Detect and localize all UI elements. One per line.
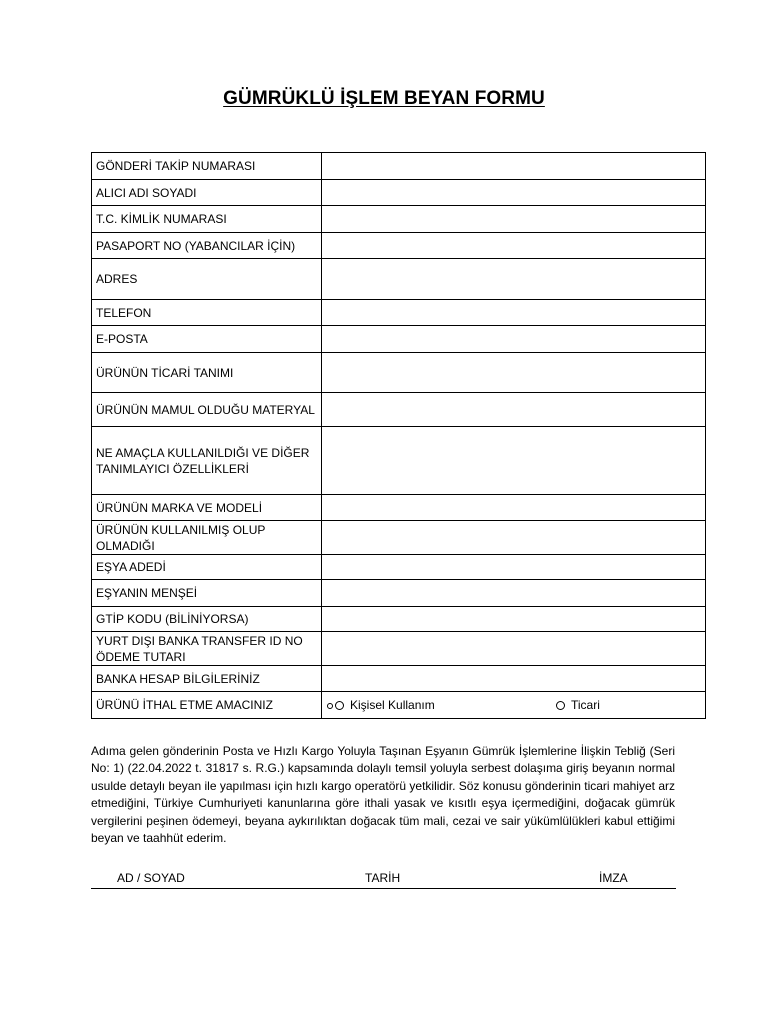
table-row	[92, 632, 706, 666]
row-label-email: E-POSTA	[92, 326, 322, 353]
signature-line	[91, 869, 676, 889]
table-row	[92, 326, 706, 353]
table-row	[92, 206, 706, 233]
bank-transfer-field[interactable]	[322, 632, 706, 666]
radio-personal-use[interactable]	[327, 697, 435, 713]
passport-field[interactable]	[322, 233, 706, 259]
table-row	[92, 580, 706, 607]
brand-model-field[interactable]	[322, 495, 706, 521]
table-row	[92, 393, 706, 427]
commercial-description-field[interactable]	[322, 353, 706, 393]
signature-label: İMZA	[599, 871, 628, 885]
form-title: GÜMRÜKLÜ İŞLEM BEYAN FORMU	[223, 88, 545, 109]
row-label-bank-transfer: YURT DIŞI BANKA TRANSFER ID NO ÖDEME TUTARI	[92, 632, 322, 666]
bank-account-field[interactable]	[322, 666, 706, 692]
address-field[interactable]	[322, 259, 706, 300]
radio-circle-icon	[335, 701, 344, 710]
row-label-import-purpose: ÜRÜNÜ İTHAL ETME AMACINIZ	[92, 692, 322, 719]
table-row	[92, 555, 706, 580]
row-label-purpose-features: NE AMAÇLA KULLANILDIĞI VE DİĞER TANIMLAYICI ÖZELLİKLERİ	[92, 427, 322, 495]
table-row	[92, 666, 706, 692]
purpose-features-field[interactable]	[322, 427, 706, 495]
table-row	[92, 427, 706, 495]
table-row	[92, 607, 706, 632]
gtip-code-field[interactable]	[322, 607, 706, 632]
table-row	[92, 692, 706, 719]
row-label-recipient-name: ALICI ADI SOYADI	[92, 180, 322, 206]
row-label-origin: EŞYANIN MENŞEİ	[92, 580, 322, 607]
table-row	[92, 180, 706, 206]
radio-commercial-label: Ticari	[571, 698, 600, 712]
table-row	[92, 353, 706, 393]
table-row	[92, 153, 706, 180]
import-purpose-options	[322, 692, 706, 719]
name-surname-label: AD / SOYAD	[117, 871, 185, 885]
row-label-brand-model: ÜRÜNÜN MARKA VE MODELİ	[92, 495, 322, 521]
table-row	[92, 233, 706, 259]
row-label-passport: PASAPORT NO (YABANCILAR İÇİN)	[92, 233, 322, 259]
row-label-phone: TELEFON	[92, 300, 322, 326]
row-label-used-status: ÜRÜNÜN KULLANILMIŞ OLUP OLMADIĞI	[92, 521, 322, 555]
table-row	[92, 300, 706, 326]
row-label-bank-account: BANKA HESAP BİLGİLERİNİZ	[92, 666, 322, 692]
radio-marker-icon	[327, 703, 333, 709]
row-label-material: ÜRÜNÜN MAMUL OLDUĞU MATERYAL	[92, 393, 322, 427]
radio-commercial[interactable]	[556, 697, 600, 713]
radio-personal-use-label: Kişisel Kullanım	[350, 698, 435, 712]
row-label-item-count: EŞYA ADEDİ	[92, 555, 322, 580]
material-field[interactable]	[322, 393, 706, 427]
date-label: TARİH	[365, 871, 401, 885]
phone-field[interactable]	[322, 300, 706, 326]
row-label-tracking-number: GÖNDERİ TAKİP NUMARASI	[92, 153, 322, 180]
email-field[interactable]	[322, 326, 706, 353]
used-status-field[interactable]	[322, 521, 706, 555]
tracking-number-field[interactable]	[322, 153, 706, 180]
declaration-text: Adıma gelen gönderinin Posta ve Hızlı Kargo Yoluyla Taşınan Eşyanın Gümrük İşlemlerine İlişkin Tebliğ (Seri No: 1) (22.04.2022 t. 31817 s. R.G.) kapsamında dolaylı temsil yoluyla serbest dolaşıma giriş beyanın normal usulde detaylı beyan ile yapılması için hızlı kargo operatörü yetkilidir. Söz konusu gönderinin ticari mahiyet arz etmediğini, Türkiye Cumhuriyeti kanunlarına göre ithali yasak ve kısıtlı eşya içermediğini, doğacak gümrük vergilerini peşinen ödemeyi, beyana aykırılıktan doğacak tüm mali, cezai ve sair yükümlülükleri kabul ettiğimi beyan ve taahhüt ederim.	[91, 744, 675, 846]
row-label-commercial-description: ÜRÜNÜN TİCARİ TANIMI	[92, 353, 322, 393]
row-label-tc-id: T.C. KİMLİK NUMARASI	[92, 206, 322, 233]
declaration-form-table	[91, 152, 706, 719]
table-row	[92, 259, 706, 300]
row-label-address: ADRES	[92, 259, 322, 300]
item-count-field[interactable]	[322, 555, 706, 580]
tc-id-field[interactable]	[322, 206, 706, 233]
radio-circle-icon	[556, 701, 565, 710]
origin-field[interactable]	[322, 580, 706, 607]
recipient-name-field[interactable]	[322, 180, 706, 206]
table-row	[92, 495, 706, 521]
row-label-gtip-code: GTİP KODU (BİLİNİYORSA)	[92, 607, 322, 632]
table-row	[92, 521, 706, 555]
